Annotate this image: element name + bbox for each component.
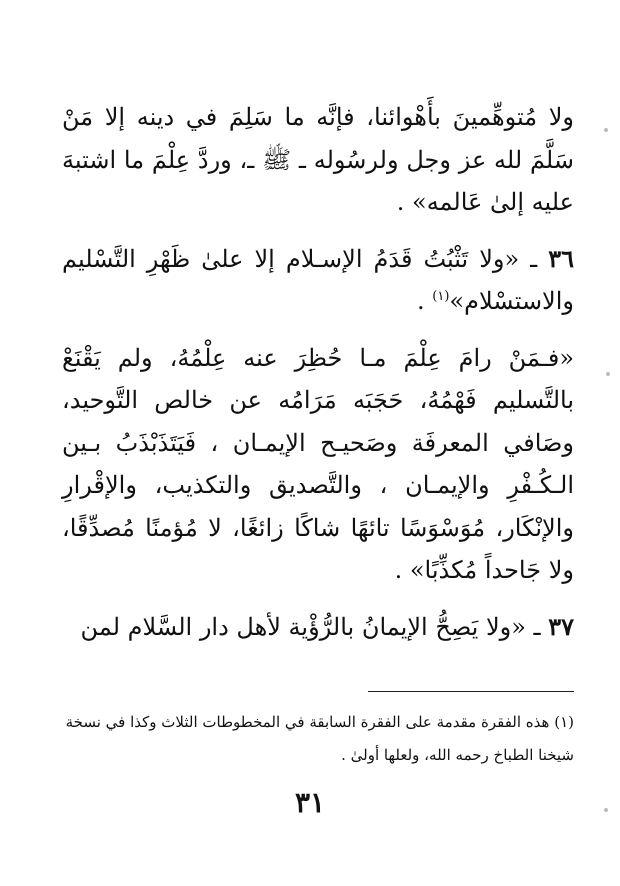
paragraph-tail: . bbox=[417, 287, 433, 315]
footnote bbox=[62, 706, 574, 772]
scan-speck bbox=[604, 128, 608, 132]
paragraph-number: ٣٧ bbox=[548, 611, 574, 641]
paragraph-continuation bbox=[62, 96, 574, 224]
main-text bbox=[62, 96, 574, 648]
footnote-divider bbox=[368, 691, 574, 692]
footnote-text: هذه الفقرة مقدمة على الفقرة السابقة في المخطوطات الثلاث وكذا في نسخة شيخنا الطباخ رحمه الله، ولعلها أولىٰ . bbox=[65, 713, 574, 764]
footnote-reference[interactable]: (١) bbox=[432, 289, 450, 304]
footnote-marker: (١) bbox=[554, 713, 574, 731]
paragraph-text: ولا مُتوهِّمينَ بأَهْوائنا، فإنَّه ما سَلِمَ في دينه إلا مَنْ سَلَّمَ لله عز وجل ولرسُوله ـ ﷺ ـ، وردَّ عِلْمَ ما اشتبهَ عليه إلىٰ عَالمه» . bbox=[62, 103, 574, 216]
page-number: ٣١ bbox=[294, 786, 326, 819]
paragraph-text: «فـمَنْ رامَ عِلْمَ مـا حُظِرَ عنه عِلْمُهُ، ولم يَقْنَعْ بالتَّسليم فَهْمُهُ، حَجَبَه مَرَامُه عن خالص التَّوحيد، وصَافي المعرفَة وصَحيـح الإيمـان ، فَيَتَذَبْذَبُ بـين الـكُـفْرِ والإيمـان ، والتَّصديق والتكذيب، والإقْرارِ والإنْكَار، مُوَسْوَسًا تائهًا شاكًا زائغًا، لا مُؤمنًا مُصدِّقًا، ولا جَاحداً مُكذِّبًا» . bbox=[62, 343, 574, 584]
paragraph-36-commentary bbox=[62, 337, 574, 592]
paragraph-37 bbox=[62, 606, 574, 649]
paragraph-number: ٣٦ bbox=[548, 243, 574, 273]
scan-speck bbox=[606, 372, 610, 376]
paragraph-text: ـ «ولا يَصِحُّ الإيمانُ بالرُّؤْية لأهل دار السَّلام لمن bbox=[80, 612, 541, 641]
scan-speck bbox=[604, 808, 608, 812]
paragraph-text: ـ «ولا تَثْبُتُ قَدَمُ الإسـلام إلا علىٰ ظَهْرِ التَّسْليم والاستسْلام» bbox=[62, 244, 574, 315]
paragraph-36 bbox=[62, 238, 574, 323]
